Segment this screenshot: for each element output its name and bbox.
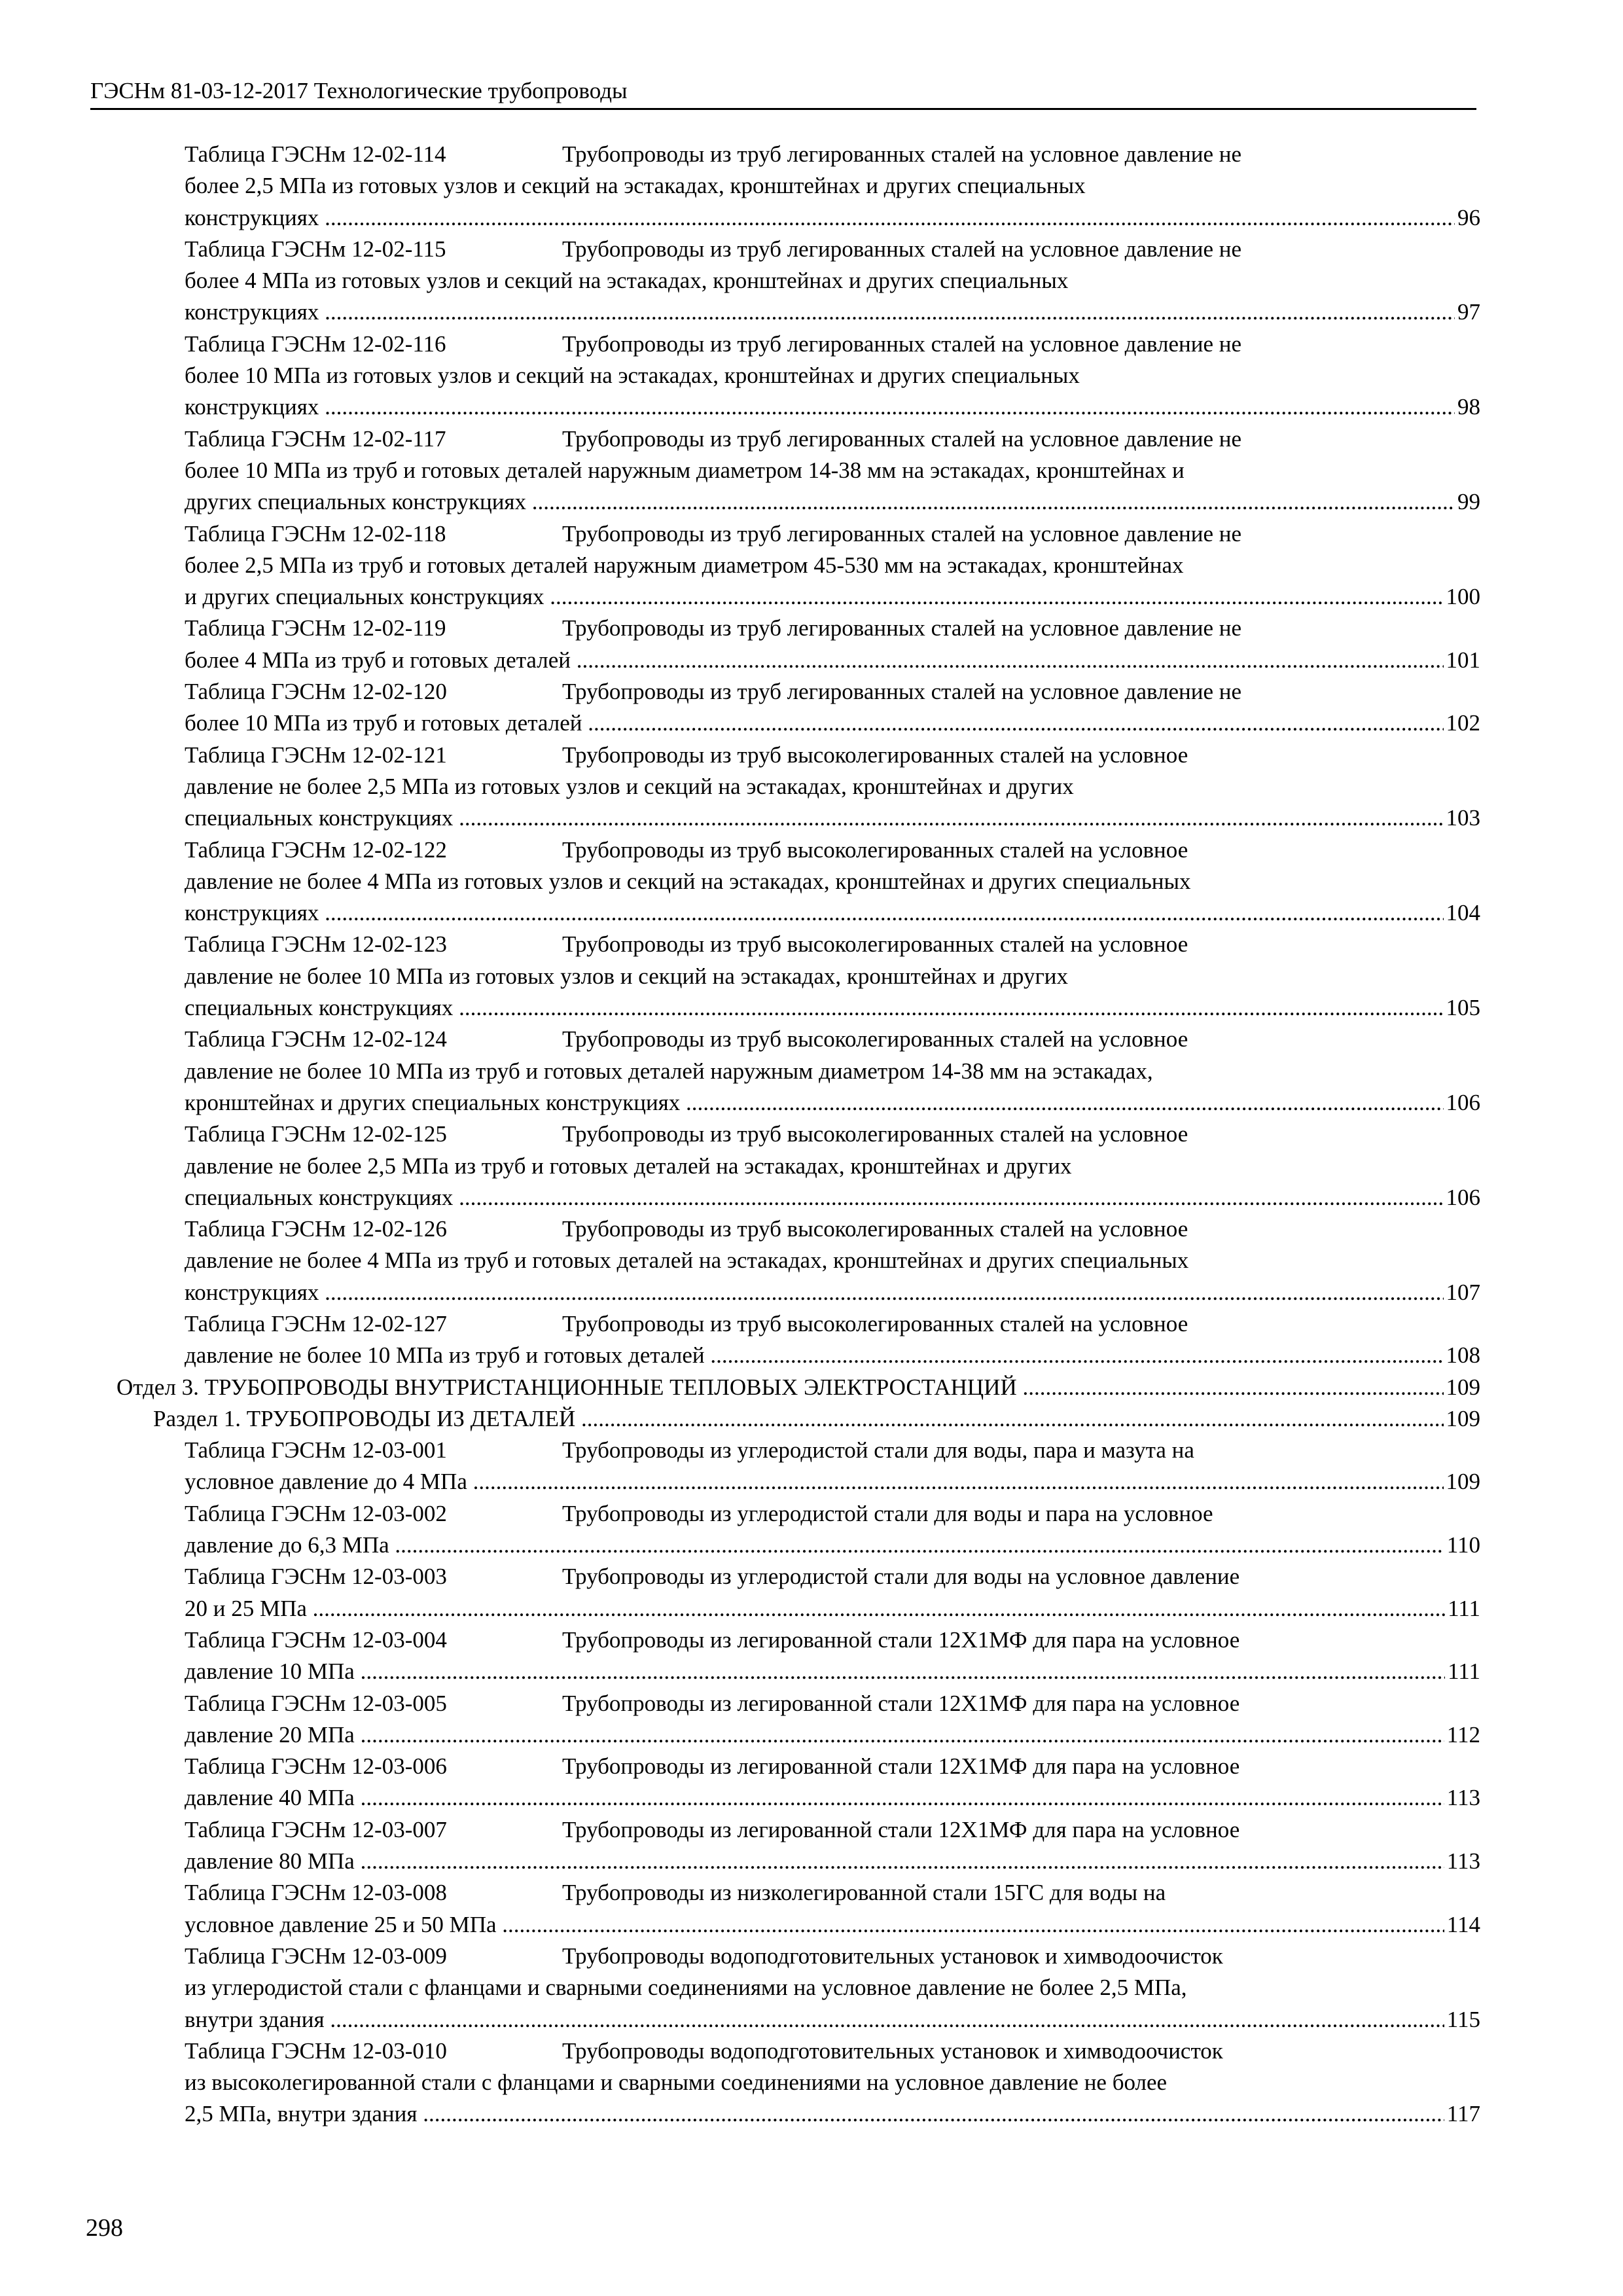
toc-entry-text: Трубопроводы из труб высоколегированных сталей на условное xyxy=(562,931,1188,958)
toc-entry-code: Таблица ГЭСНм 12-02-114 xyxy=(185,141,446,167)
toc-entry-leader-line xyxy=(185,645,1480,676)
toc-entry-title: условное давление 25 и 50 МПа ..... xyxy=(185,1912,1480,1937)
toc-entry-code: Таблица ГЭСНм 12-03-010 xyxy=(185,2037,447,2064)
toc-entry-leader-line xyxy=(185,1846,1480,1877)
toc-entry-leader-line xyxy=(185,1466,1480,1498)
toc-entry-title: специальных конструкциях ..... xyxy=(185,995,1480,1020)
toc-entry-text: Трубопроводы из труб высоколегированных сталей на условное xyxy=(562,1216,1188,1242)
toc-entry-text: более 2,5 МПа из готовых узлов и секций на эстакадах, кронштейнах и других специальных xyxy=(185,173,1086,199)
toc-entry-code: Таблица ГЭСНм 12-02-115 xyxy=(185,236,446,262)
toc-entry[interactable] xyxy=(185,1561,1480,1624)
toc-entry-leader-line xyxy=(185,202,1480,234)
toc-entry[interactable] xyxy=(185,329,1480,423)
toc-entry-text: Трубопроводы водоподготовительных установок и химводоочисток xyxy=(562,2037,1223,2064)
toc-entry-line xyxy=(185,961,1480,992)
toc-entry-line xyxy=(185,234,1480,265)
toc-entry-page: 105 xyxy=(1444,992,1481,1024)
toc-entry-leader-line xyxy=(185,992,1480,1024)
toc-entry-text: давление не более 4 МПа из труб и готовых деталей на эстакадах, кронштейнах и других специальных xyxy=(185,1247,1189,1274)
toc-entry-title: более 4 МПа из труб и готовых деталей ..... xyxy=(185,647,1480,673)
toc-entry-page: 109 xyxy=(1444,1403,1481,1435)
toc-entry[interactable] xyxy=(185,613,1480,676)
toc-entry-title: 20 и 25 МПа ..... xyxy=(185,1596,1480,1621)
toc-entry-leader-line xyxy=(185,2004,1480,2036)
toc-entry[interactable] xyxy=(185,1751,1480,1814)
toc-entry[interactable] xyxy=(185,1024,1480,1119)
toc-entry-text: из высоколегированной стали с фланцами и сварными соединениями на условное давление не более xyxy=(185,2070,1168,2096)
toc-entry-page: 112 xyxy=(1444,1719,1480,1751)
toc-entry-line xyxy=(185,423,1480,455)
page-number: 298 xyxy=(86,2214,123,2242)
toc-entry-line xyxy=(185,1751,1480,1782)
toc-entry-line xyxy=(185,265,1480,296)
toc-entry-text: более 10 МПа из готовых узлов и секций на эстакадах, кронштейнах и других специальных xyxy=(185,363,1080,389)
table-of-contents xyxy=(0,139,1623,2130)
toc-entry[interactable] xyxy=(185,1941,1480,2036)
toc-entry-page: 107 xyxy=(1444,1277,1481,1308)
toc-entry-line xyxy=(185,329,1480,360)
toc-entry-code: Таблица ГЭСНм 12-02-122 xyxy=(185,836,447,863)
toc-entry[interactable] xyxy=(185,1688,1480,1751)
toc-entry[interactable] xyxy=(185,2036,1480,2130)
toc-entry-leader-line xyxy=(185,1593,1480,1624)
toc-entry-leader-line xyxy=(116,1372,1480,1403)
toc-entry-title: кронштейнах и других специальных конструкциях ..... xyxy=(185,1090,1480,1115)
toc-entry-line xyxy=(185,2067,1480,2098)
toc-entry-line xyxy=(185,1877,1480,1909)
toc-entry-title: конструкциях ..... xyxy=(185,900,1480,925)
toc-entry-title: других специальных конструкциях ..... xyxy=(185,489,1480,514)
toc-entry-page: 111 xyxy=(1445,1656,1480,1687)
toc-entry-code: Таблица ГЭСНм 12-02-124 xyxy=(185,1026,447,1052)
toc-entry-code: Таблица ГЭСНм 12-03-007 xyxy=(185,1816,447,1842)
toc-entry-page: 102 xyxy=(1444,708,1481,739)
toc-entry-line xyxy=(185,1151,1480,1182)
toc-entry-page: 113 xyxy=(1444,1846,1480,1877)
toc-entry-title: и других специальных конструкциях ..... xyxy=(185,584,1480,609)
toc-entry-text: более 4 МПа из готовых узлов и секций на эстакадах, кронштейнах и других специальных xyxy=(185,268,1069,294)
toc-entry-title: давление 40 МПа ..... xyxy=(185,1785,1480,1810)
toc-entry-text: Трубопроводы из труб легированных сталей на условное давление не xyxy=(562,331,1242,357)
toc-entry-page: 110 xyxy=(1444,1530,1480,1561)
toc-entry-leader-line xyxy=(185,1782,1480,1814)
toc-entry-title: давление 80 МПа ..... xyxy=(185,1848,1480,1874)
toc-entry-page: 108 xyxy=(1444,1340,1481,1371)
toc-entry-code: Таблица ГЭСНм 12-02-121 xyxy=(185,742,447,768)
toc-entry-text: давление не более 2,5 МПа из готовых узлов и секций на эстакадах, кронштейнах и других xyxy=(185,773,1074,799)
toc-entry-leader-line xyxy=(185,581,1480,613)
toc-entry-line xyxy=(185,1119,1480,1150)
toc-entry-line xyxy=(185,834,1480,866)
toc-entry-code: Таблица ГЭСНм 12-02-120 xyxy=(185,679,447,705)
toc-entry-page: 115 xyxy=(1444,2004,1480,2036)
toc-entry[interactable] xyxy=(185,676,1480,740)
toc-entry-text: Трубопроводы из труб легированных сталей на условное давление не xyxy=(562,425,1242,452)
toc-entry-line xyxy=(185,1498,1480,1530)
toc-entry-title: специальных конструкциях ..... xyxy=(185,1185,1480,1210)
toc-entry-line xyxy=(185,2036,1480,2067)
toc-entry[interactable] xyxy=(185,1213,1480,1308)
toc-entry-text: Трубопроводы из легированной стали 12Х1МФ для пара на условное xyxy=(562,1690,1240,1716)
toc-section-entry[interactable] xyxy=(116,1372,1480,1403)
toc-entry-title: Раздел 1. ТРУБОПРОВОДЫ ИЗ ДЕТАЛЕЙ ..... xyxy=(153,1406,1480,1431)
toc-entry-line xyxy=(185,360,1480,391)
toc-entry[interactable] xyxy=(185,740,1480,834)
toc-entry-text: Трубопроводы из легированной стали 12Х1МФ для пара на условное xyxy=(562,1626,1240,1653)
toc-entry-text: более 2,5 МПа из труб и готовых деталей наружным диаметром 45-530 мм на эстакадах, кронштейнах xyxy=(185,552,1184,578)
toc-entry-text: Трубопроводы из труб высоколегированных сталей на условное xyxy=(562,1026,1188,1052)
toc-entry-page: 98 xyxy=(1455,391,1480,423)
toc-entry-text: из углеродистой стали с фланцами и сварными соединениями на условное давление не более 2,5 МПа, xyxy=(185,1975,1187,2001)
toc-entry[interactable] xyxy=(185,518,1480,613)
toc-entry-line xyxy=(185,1972,1480,2003)
toc-entry-title: конструкциях ..... xyxy=(185,299,1480,325)
toc-entry-leader-line xyxy=(185,1656,1480,1687)
toc-entry-leader-line xyxy=(185,1909,1480,1941)
toc-entry-code: Таблица ГЭСНм 12-02-123 xyxy=(185,931,447,958)
toc-entry-text: давление не более 10 МПа из труб и готовых деталей наружным диаметром 14-38 мм на эстакадах, xyxy=(185,1058,1153,1084)
toc-entry-text: Трубопроводы из труб высоколегированных сталей на условное xyxy=(562,1121,1188,1147)
toc-entry-page: 106 xyxy=(1444,1087,1481,1119)
toc-entry-code: Таблица ГЭСНм 12-03-005 xyxy=(185,1690,447,1716)
toc-entry-text: Трубопроводы из углеродистой стали для воды и пара на условное xyxy=(562,1500,1213,1526)
running-header: ГЭСНм 81-03-12-2017 Технологические трубопроводы xyxy=(90,78,628,103)
toc-entry-code: Таблица ГЭСНм 12-03-006 xyxy=(185,1753,447,1780)
toc-entry-line xyxy=(185,1561,1480,1592)
toc-entry-line xyxy=(185,676,1480,708)
toc-entry-leader-line xyxy=(185,1719,1480,1751)
toc-entry-line xyxy=(185,866,1480,897)
toc-entry-leader-line xyxy=(153,1403,1480,1435)
toc-entry-code: Таблица ГЭСНм 12-03-002 xyxy=(185,1500,447,1526)
toc-entry-line xyxy=(185,1941,1480,1972)
toc-entry-code: Таблица ГЭСНм 12-02-116 xyxy=(185,331,446,357)
toc-entry-text: Трубопроводы из труб легированных сталей на условное давление не xyxy=(562,236,1242,262)
toc-entry[interactable] xyxy=(185,1877,1480,1941)
toc-entry-code: Таблица ГЭСНм 12-02-117 xyxy=(185,425,446,452)
toc-entry[interactable] xyxy=(185,234,1480,329)
toc-entry-leader-line xyxy=(185,1087,1480,1119)
toc-entry-text: Трубопроводы из легированной стали 12Х1МФ для пара на условное xyxy=(562,1753,1240,1780)
toc-entry-code: Таблица ГЭСНм 12-03-009 xyxy=(185,1943,447,1969)
toc-entry-line xyxy=(185,740,1480,771)
toc-entry-leader-line xyxy=(185,2098,1480,2130)
toc-entry-line xyxy=(185,1213,1480,1245)
toc-entry-text: Трубопроводы водоподготовительных установок и химводоочисток xyxy=(562,1943,1223,1969)
toc-entry-line xyxy=(185,1814,1480,1846)
toc-entry-page: 104 xyxy=(1444,897,1481,929)
toc-entry-line xyxy=(185,1056,1480,1087)
toc-entry-text: Трубопроводы из труб высоколегированных сталей на условное xyxy=(562,1310,1188,1336)
toc-entry-title: внутри здания ..... xyxy=(185,2007,1480,2032)
toc-entry-line xyxy=(185,139,1480,170)
toc-entry-title: условное давление до 4 МПа ..... xyxy=(185,1469,1480,1494)
toc-entry-leader-line xyxy=(185,486,1480,518)
toc-entry-text: давление не более 4 МПа из готовых узлов и секций на эстакадах, кронштейнах и других специальных xyxy=(185,868,1191,894)
toc-entry-leader-line xyxy=(185,296,1480,328)
toc-entry-text: давление не более 10 МПа из готовых узлов и секций на эстакадах, кронштейнах и других xyxy=(185,963,1069,989)
toc-entry[interactable] xyxy=(185,929,1480,1024)
toc-entry-code: Таблица ГЭСНм 12-03-001 xyxy=(185,1437,447,1463)
header-rule xyxy=(90,108,1476,110)
toc-subsection-entry[interactable] xyxy=(153,1403,1480,1435)
toc-entry-code: Таблица ГЭСНм 12-02-127 xyxy=(185,1310,447,1336)
toc-entry-page: 113 xyxy=(1444,1782,1480,1814)
toc-entry-line xyxy=(185,518,1480,550)
toc-entry-title: давление не более 10 МПа из труб и готовых деталей ..... xyxy=(185,1342,1480,1368)
toc-entry-page: 109 xyxy=(1444,1466,1481,1498)
toc-entry-text: более 10 МПа из труб и готовых деталей наружным диаметром 14-38 мм на эстакадах, кронштейнах и xyxy=(185,457,1185,483)
toc-entry-line xyxy=(185,929,1480,960)
toc-entry-title: конструкциях ..... xyxy=(185,394,1480,420)
toc-entry-title: давление до 6,3 МПа ..... xyxy=(185,1532,1480,1558)
toc-entry-text: Трубопроводы из труб легированных сталей на условное давление не xyxy=(562,615,1242,641)
toc-entry-title: конструкциях ..... xyxy=(185,205,1480,230)
toc-entry[interactable] xyxy=(185,834,1480,929)
toc-entry[interactable] xyxy=(185,1435,1480,1498)
toc-entry-code: Таблица ГЭСНм 12-02-126 xyxy=(185,1216,447,1242)
toc-entry-page: 100 xyxy=(1444,581,1481,613)
toc-entry[interactable] xyxy=(185,139,1480,234)
toc-entry-page: 103 xyxy=(1444,802,1481,834)
toc-entry-leader-line xyxy=(185,1530,1480,1561)
toc-entry-code: Таблица ГЭСНм 12-03-003 xyxy=(185,1564,447,1590)
toc-entry-line xyxy=(185,1435,1480,1466)
toc-entry-title: Отдел 3. ТРУБОПРОВОДЫ ВНУТРИСТАНЦИОННЫЕ ТЕПЛОВЫХ ЭЛЕКТРОСТАНЦИЙ ..... xyxy=(116,1374,1480,1400)
toc-entry-title: специальных конструкциях ..... xyxy=(185,805,1480,831)
toc-entry-code: Таблица ГЭСНм 12-02-118 xyxy=(185,520,446,547)
toc-entry-leader-line xyxy=(185,1277,1480,1308)
toc-entry-line xyxy=(185,771,1480,802)
toc-entry-text: Трубопроводы из легированной стали 12Х1МФ для пара на условное xyxy=(562,1816,1240,1842)
toc-entry[interactable] xyxy=(185,1119,1480,1213)
toc-entry-page: 111 xyxy=(1445,1593,1480,1624)
toc-entry-line xyxy=(185,550,1480,581)
toc-entry-code: Таблица ГЭСНм 12-02-119 xyxy=(185,615,446,641)
toc-entry-leader-line xyxy=(185,897,1480,929)
toc-entry-page: 101 xyxy=(1444,645,1481,676)
toc-entry[interactable] xyxy=(185,1814,1480,1878)
toc-entry[interactable] xyxy=(185,1308,1480,1372)
toc-entry-text: Трубопроводы из низколегированной стали 15ГС для воды на xyxy=(562,1880,1166,1906)
toc-entry-text: Трубопроводы из труб высоколегированных сталей на условное xyxy=(562,742,1188,768)
toc-entry-title: конструкциях ..... xyxy=(185,1280,1480,1305)
toc-entry-code: Таблица ГЭСНм 12-02-125 xyxy=(185,1121,447,1147)
toc-entry-text: Трубопроводы из углеродистой стали для воды, пара и мазута на xyxy=(562,1437,1194,1463)
toc-entry-title: 2,5 МПа, внутри здания ..... xyxy=(185,2101,1480,2126)
toc-entry-text: давление не более 2,5 МПа из труб и готовых деталей на эстакадах, кронштейнах и других xyxy=(185,1153,1072,1179)
toc-entry-code: Таблица ГЭСНм 12-03-004 xyxy=(185,1626,447,1653)
toc-entry-leader-line xyxy=(185,1182,1480,1213)
toc-entry-leader-line xyxy=(185,708,1480,739)
toc-entry-text: Трубопроводы из труб высоколегированных сталей на условное xyxy=(562,836,1188,863)
toc-entry-code: Таблица ГЭСНм 12-03-008 xyxy=(185,1880,447,1906)
toc-entry-title: давление 10 МПа ..... xyxy=(185,1659,1480,1684)
toc-entry-text: Трубопроводы из углеродистой стали для воды на условное давление xyxy=(562,1564,1240,1590)
toc-entry-page: 117 xyxy=(1444,2098,1480,2130)
toc-entry-page: 114 xyxy=(1444,1909,1480,1941)
toc-entry-text: Трубопроводы из труб легированных сталей на условное давление не xyxy=(562,141,1242,167)
toc-entry[interactable] xyxy=(185,1498,1480,1562)
toc-entry-leader-line xyxy=(185,802,1480,834)
toc-entry-leader-line xyxy=(185,391,1480,423)
toc-entry-page: 97 xyxy=(1455,296,1480,328)
toc-entry-page: 109 xyxy=(1444,1372,1481,1403)
toc-entry-text: Трубопроводы из труб легированных сталей на условное давление не xyxy=(562,520,1242,547)
toc-entry-title: давление 20 МПа ..... xyxy=(185,1722,1480,1748)
toc-entry-page: 106 xyxy=(1444,1182,1481,1213)
toc-entry[interactable] xyxy=(185,1624,1480,1688)
toc-entry-text: Трубопроводы из труб легированных сталей на условное давление не xyxy=(562,679,1242,705)
toc-entry-line xyxy=(185,1624,1480,1656)
toc-entry-line xyxy=(185,1688,1480,1719)
toc-entry-page: 96 xyxy=(1455,202,1480,234)
toc-entry[interactable] xyxy=(185,423,1480,518)
toc-entry-line xyxy=(185,1308,1480,1340)
toc-entry-line xyxy=(185,613,1480,644)
toc-entry-title: более 10 МПа из труб и готовых деталей ..... xyxy=(185,710,1480,736)
toc-entry-line xyxy=(185,455,1480,486)
toc-entry-line xyxy=(185,1245,1480,1276)
toc-entry-line xyxy=(185,170,1480,202)
toc-entry-page: 99 xyxy=(1455,486,1480,518)
toc-entry-leader-line xyxy=(185,1340,1480,1371)
toc-entry-line xyxy=(185,1024,1480,1055)
